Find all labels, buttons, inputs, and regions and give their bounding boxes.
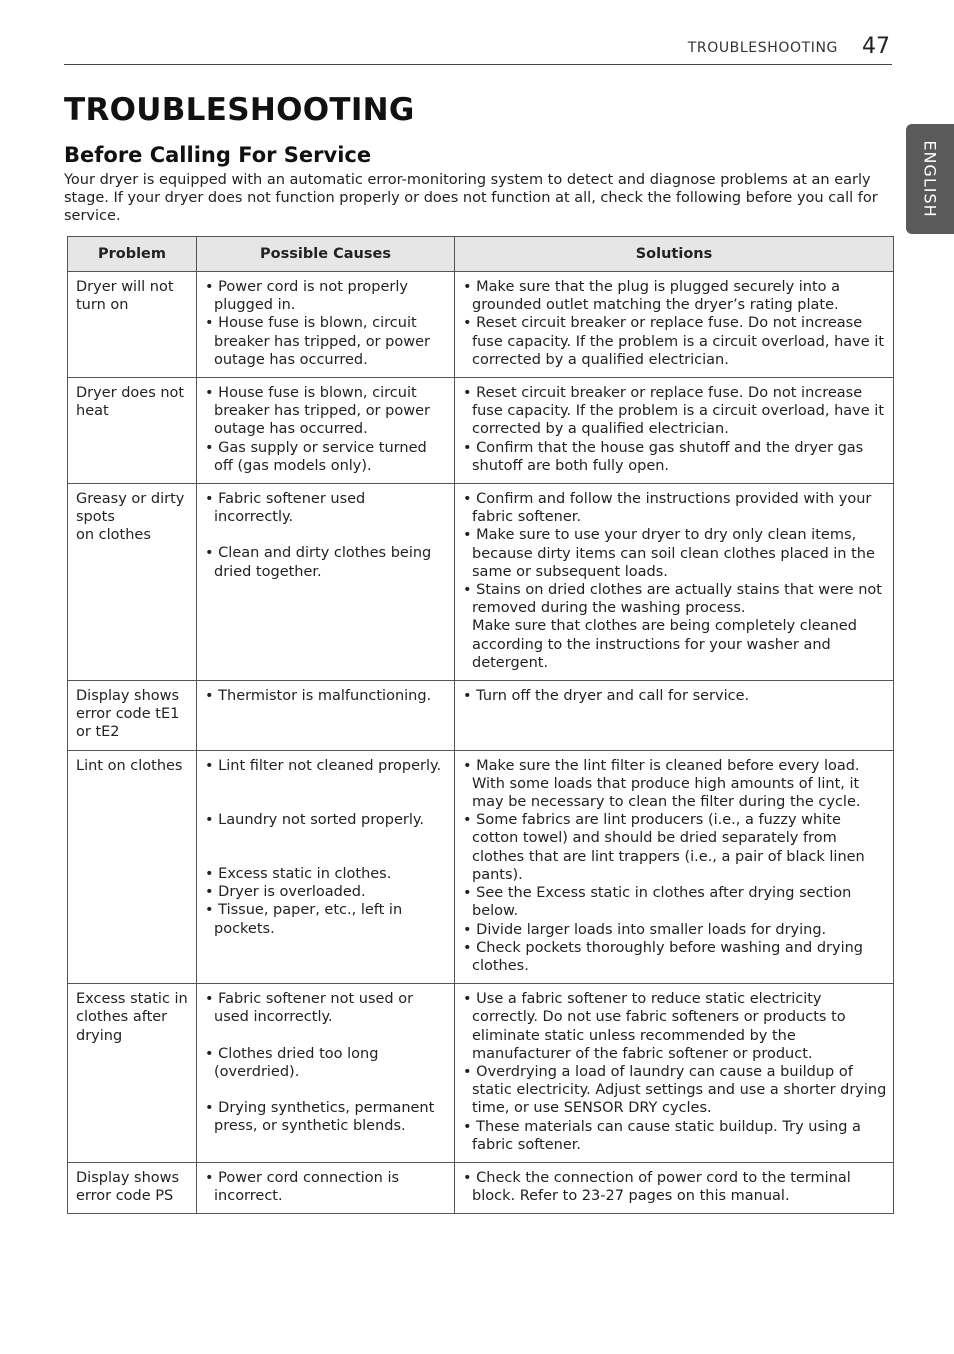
table-row xyxy=(68,1162,894,1213)
cause-item: • Lint filter not cleaned properly. xyxy=(205,757,442,774)
problem-cell: Greasy or dirty spots on clothes xyxy=(68,484,197,681)
solutions-list xyxy=(463,278,889,369)
column-header-problem: Problem xyxy=(68,237,197,272)
page-title: TROUBLESHOOTING xyxy=(64,92,415,128)
solution-item: • Make sure the lint filter is cleaned before every load. With some loads that produce high amounts of lint, it may be necessary to clean the filter during the cycle. xyxy=(463,757,861,811)
cause-item: • Gas supply or service turned off (gas models only). xyxy=(205,439,427,474)
troubleshooting-table xyxy=(67,236,894,1214)
cause-item: • Clean and dirty clothes being dried together. xyxy=(205,545,432,580)
solution-item: • Check the connection of power cord to the terminal block. Refer to 23-27 pages on this manual. xyxy=(463,1169,851,1205)
causes-cell xyxy=(197,378,455,484)
problem-cell: Dryer does not heat xyxy=(68,378,197,484)
solutions-list xyxy=(463,384,889,475)
solution-item: • See the Excess static in clothes after drying section below. xyxy=(463,885,852,920)
causes-list xyxy=(205,1169,446,1205)
table-row xyxy=(68,750,894,983)
causes-cell xyxy=(197,1162,455,1213)
page-number: 47 xyxy=(862,34,890,59)
causes-cell xyxy=(197,984,455,1163)
cause-item: • Power cord connection is incorrect. xyxy=(205,1169,400,1205)
solution-item: • Confirm that the house gas shutoff and the dryer gas shutoff are both fully open. xyxy=(463,439,864,474)
solutions-cell xyxy=(455,984,894,1163)
cause-item: • Tissue, paper, etc., left in pockets. xyxy=(205,902,403,937)
causes-cell xyxy=(197,750,455,983)
solution-item: • Reset circuit breaker or replace fuse. Do not increase fuse capacity. If the problem is a circuit overload, have it corrected by a qualified electrician. xyxy=(463,385,885,438)
solutions-list xyxy=(463,990,889,1154)
cause-item: • Drying synthetics, permanent press, or synthetic blends. xyxy=(205,1099,435,1135)
solutions-cell xyxy=(455,378,894,484)
problem-cell: Display shows error code tE1 or tE2 xyxy=(68,681,197,751)
problem-cell: Dryer will not turn on xyxy=(68,272,197,378)
cause-item: • Excess static in clothes. xyxy=(205,866,392,883)
cause-item: • Laundry not sorted properly. xyxy=(205,811,424,828)
causes-list xyxy=(205,757,446,938)
table-row xyxy=(68,681,894,751)
solutions-cell xyxy=(455,1162,894,1213)
solutions-list xyxy=(463,490,889,672)
table-row xyxy=(68,984,894,1163)
page-header xyxy=(64,34,892,65)
cause-item: • Fabric softener used incorrectly. xyxy=(205,491,366,526)
solution-item: • Stains on dried clothes are actually stains that were not removed during the washing process. xyxy=(463,582,882,617)
solution-item: • Reset circuit breaker or replace fuse. Do not increase fuse capacity. If the problem is a circuit overload, have it corrected by a qualified electrician. xyxy=(463,315,885,368)
solution-item: • Confirm and follow the instructions provided with your fabric softener. xyxy=(463,491,872,526)
table-row xyxy=(68,484,894,681)
table-header-row xyxy=(68,237,894,272)
solution-item: • These materials can cause static buildup. Try using a fabric softener. xyxy=(463,1118,861,1153)
header-section-title: TROUBLESHOOTING xyxy=(687,40,838,56)
solution-item: • Make sure to use your dryer to dry only clean items, because dirty items can soil clean clothes placed in the same or subsequent loads. xyxy=(463,527,875,580)
solution-item: • Divide larger loads into smaller loads for drying. xyxy=(463,921,827,938)
intro-paragraph: Your dryer is equipped with an automatic error-monitoring system to detect and diagnose problems at an early stage. If your dryer does not function properly or does not function at all, check the following before you call for service. xyxy=(64,172,878,224)
solution-item: • Check pockets thoroughly before washing and drying clothes. xyxy=(463,939,863,974)
solution-item: Make sure that clothes are being completely cleaned according to the instructions for your washer and detergent. xyxy=(472,618,857,671)
solutions-cell xyxy=(455,681,894,751)
table-row xyxy=(68,378,894,484)
solutions-cell xyxy=(455,484,894,681)
language-tab xyxy=(906,124,954,234)
solutions-cell xyxy=(455,272,894,378)
cause-item: • House fuse is blown, circuit breaker has tripped, or power outage has occurred. xyxy=(205,385,430,438)
cause-item: • Dryer is overloaded. xyxy=(205,884,366,901)
causes-list xyxy=(205,278,446,369)
section-subtitle: Before Calling For Service xyxy=(64,143,372,167)
cause-item: • Power cord is not properly plugged in. xyxy=(205,279,408,314)
solution-item: • Use a fabric softener to reduce static electricity correctly. Do not use fabric softeners or products to eliminate static unless recommended by the manufacturer of the fabric softener or product. xyxy=(463,991,846,1062)
solutions-list xyxy=(463,757,889,975)
solutions-list xyxy=(463,1169,889,1205)
causes-list xyxy=(205,687,446,705)
language-tab-label: ENGLISH xyxy=(920,140,940,218)
problem-cell: Excess static in clothes after drying xyxy=(68,984,197,1163)
causes-list xyxy=(205,490,446,581)
problem-cell: Display shows error code PS xyxy=(68,1162,197,1213)
table-row xyxy=(68,272,894,378)
problem-cell: Lint on clothes xyxy=(68,750,197,983)
solution-item: • Some fabrics are lint producers (i.e., a fuzzy white cotton towel) and should be dried separately from clothes that are lint trappers (i.e., a pair of black linen pants). xyxy=(463,812,865,883)
causes-cell xyxy=(197,272,455,378)
table-body xyxy=(68,272,894,1214)
cause-item: • Clothes dried too long (overdried). xyxy=(205,1045,379,1080)
column-header-solutions: Solutions xyxy=(455,237,894,272)
solution-item: • Overdrying a load of laundry can cause a buildup of static electricity. Adjust settings and use a shorter drying time, or use SENSOR DRY cycles. xyxy=(463,1063,887,1117)
cause-item: • Fabric softener not used or used incorrectly. xyxy=(205,991,414,1026)
causes-cell xyxy=(197,681,455,751)
solution-item: • Turn off the dryer and call for service. xyxy=(463,688,750,705)
causes-cell xyxy=(197,484,455,681)
causes-list xyxy=(205,990,446,1135)
solution-item: • Make sure that the plug is plugged securely into a grounded outlet matching the dryer’s rating plate. xyxy=(463,279,841,314)
causes-list xyxy=(205,384,446,475)
solutions-list xyxy=(463,687,889,705)
solutions-cell xyxy=(455,750,894,983)
cause-item: • Thermistor is malfunctioning. xyxy=(205,688,432,705)
column-header-causes: Possible Causes xyxy=(197,237,455,272)
cause-item: • House fuse is blown, circuit breaker has tripped, or power outage has occurred. xyxy=(205,315,430,368)
